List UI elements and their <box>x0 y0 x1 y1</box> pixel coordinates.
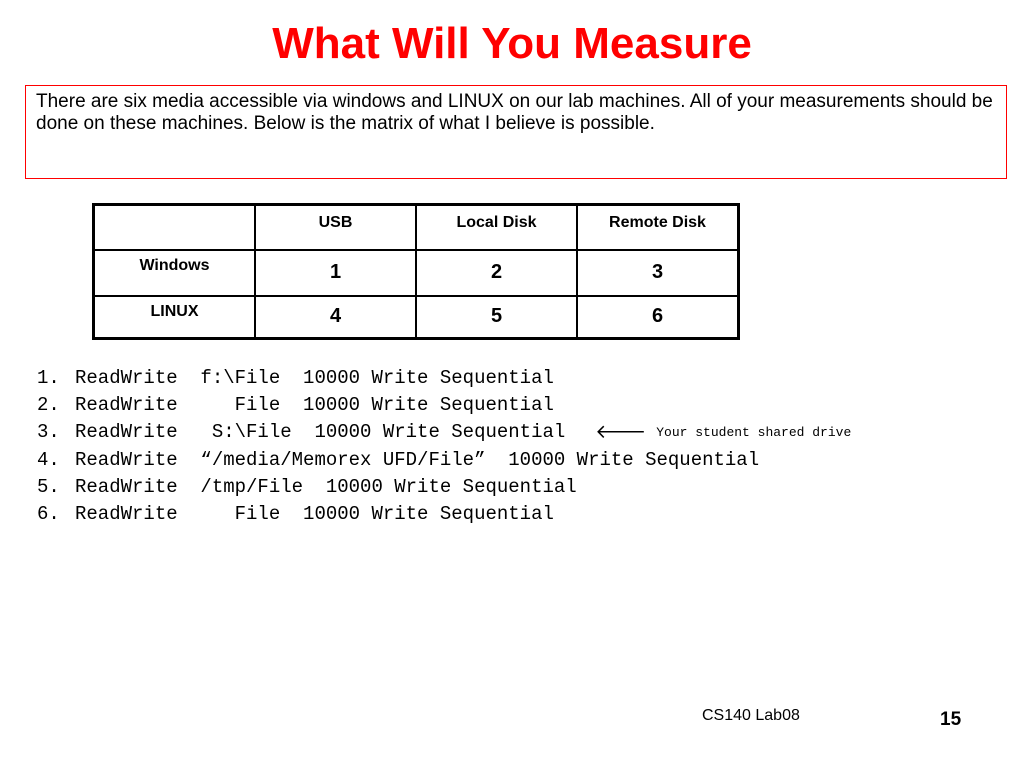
command-text: ReadWrite File 10000 Write Sequential <box>75 394 554 417</box>
list-item <box>0 392 851 419</box>
media-matrix-table <box>92 203 740 340</box>
command-text: ReadWrite /tmp/File 10000 Write Sequential <box>75 475 577 498</box>
list-item <box>0 474 851 501</box>
column-header-local-disk: Local Disk <box>416 205 577 250</box>
slide-number: 15 <box>940 709 962 730</box>
list-number: 2. <box>37 394 60 417</box>
table-cell: 4 <box>255 296 416 339</box>
table-header-row <box>94 205 739 250</box>
table-cell: 1 <box>255 250 416 296</box>
list-number: 5. <box>37 475 60 498</box>
command-text: ReadWrite File 10000 Write Sequential <box>75 503 554 526</box>
list-number: 1. <box>37 367 60 389</box>
list-number: 3. <box>37 421 60 444</box>
table-row <box>94 250 739 296</box>
command-text: ReadWrite S:\File 10000 Write Sequential <box>75 421 566 444</box>
table-row <box>94 296 739 339</box>
table-cell: 5 <box>416 296 577 339</box>
command-text: ReadWrite “/media/Memorex UFD/File” 10000 Write Sequential <box>75 448 760 471</box>
list-item <box>0 365 851 392</box>
row-header-windows: Windows <box>94 250 256 296</box>
slide-title: What Will You Measure <box>272 19 752 68</box>
row-header-linux: LINUX <box>94 296 256 339</box>
table-cell: 3 <box>577 250 739 296</box>
list-item <box>0 447 851 474</box>
left-arrow-icon: 🡐 <box>595 421 647 444</box>
column-header-usb: USB <box>255 205 416 250</box>
command-list <box>0 365 851 528</box>
table-corner-cell <box>94 205 256 250</box>
list-number: 6. <box>37 503 60 526</box>
list-item <box>0 419 851 446</box>
list-item <box>0 501 851 528</box>
list-number: 4. <box>37 448 60 471</box>
table-cell: 2 <box>416 250 577 296</box>
table-cell: 6 <box>577 296 739 339</box>
column-header-remote-disk: Remote Disk <box>577 205 739 250</box>
command-note: Your student shared drive <box>656 425 852 441</box>
intro-textbox: There are six media accessible via windows and LINUX on our lab machines. All of your measurements should be done on these machines. Below is the matrix of what I believe is possible. <box>25 85 1007 179</box>
footer-course-label: CS140 Lab08 <box>702 707 800 724</box>
command-text: ReadWrite f:\File 10000 Write Sequential <box>75 367 554 389</box>
